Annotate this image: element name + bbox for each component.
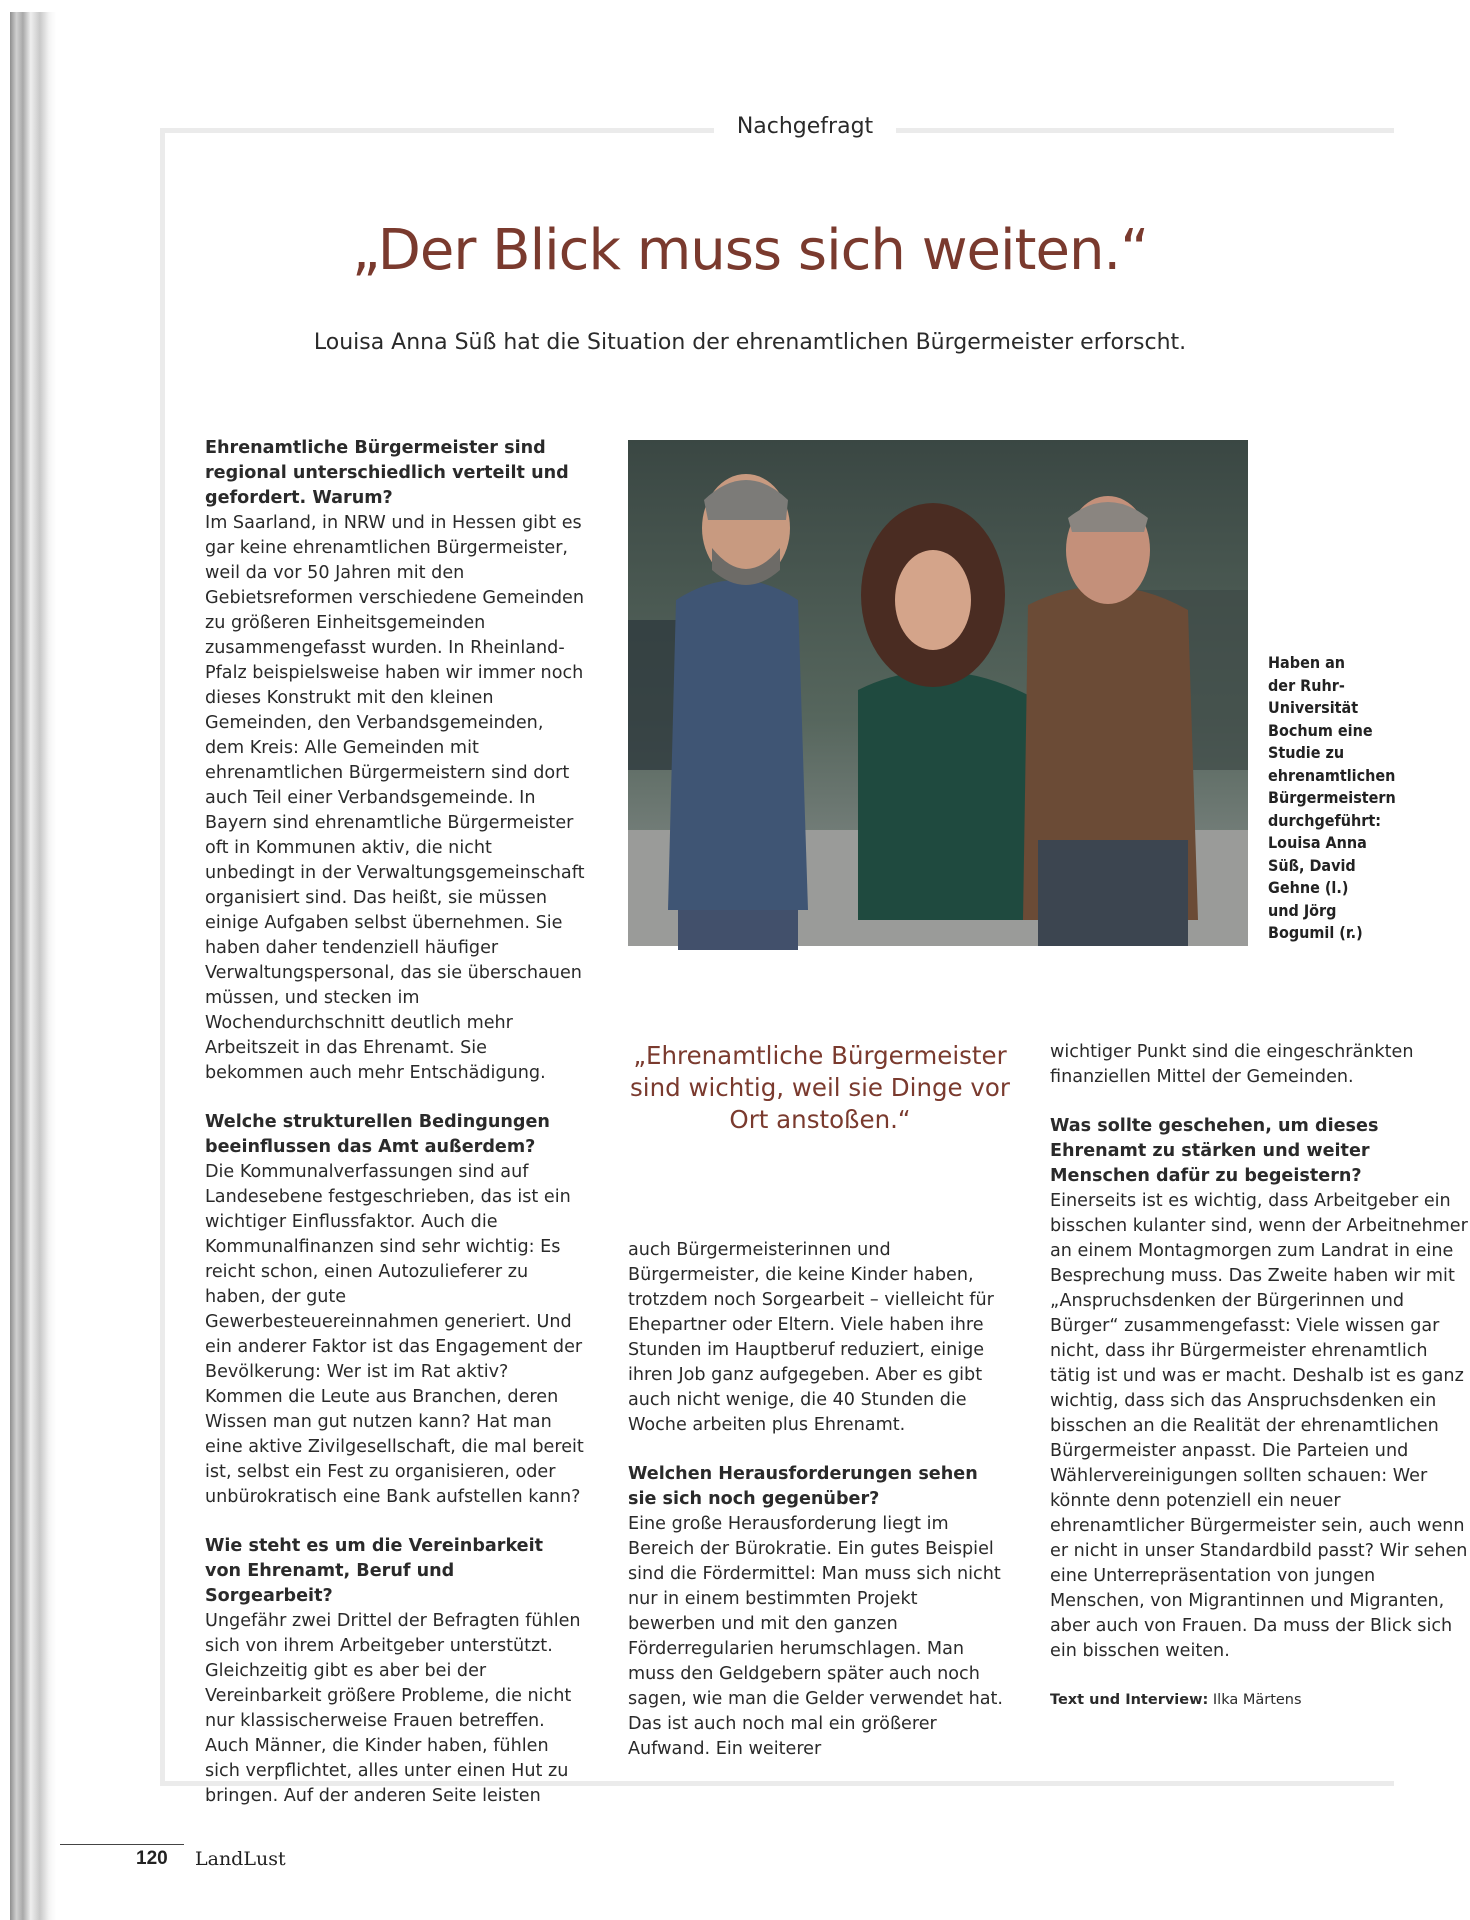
text-column-1 (205, 436, 585, 1833)
caption-line: ehrenamtlichen (1268, 765, 1396, 785)
caption-line: und Jörg (1268, 900, 1337, 920)
question: Ehrenamtliche Bürgermeister sind regional unterschiedlich verteilt und gefordert. Warum? (205, 438, 569, 508)
answer: auch Bürgermeisterinnen und Bürgermeister, die keine Kinder haben, trotzdem noch Sorgearbeit – vielleicht für Ehepartner oder Eltern. Viele haben ihre Stunden im Hauptberuf reduziert, einige ihren Job ganz aufgegeben. Aber es gibt auch nicht wenige, die 40 Stunden die Woche arbeiten plus Ehrenamt. (628, 1240, 994, 1435)
portrait-photo (628, 440, 1248, 946)
article-subtitle: Louisa Anna Süß hat die Situation der ehrenamtlichen Bürgermeister erforscht. (313, 330, 1187, 355)
caption-line: Gehne (l.) (1268, 878, 1349, 897)
author-credit (1050, 1688, 1470, 1713)
article-title: „Der Blick muss sich weiten.“ (351, 218, 1149, 283)
qa-block (628, 1238, 1008, 1438)
caption-line: Haben an (1268, 653, 1346, 672)
answer: Die Kommunalverfassungen sind auf Landesebene festgeschrieben, das ist ein wichtiger Einflussfaktor. Auch die Kommunalfinanzen sind sehr wichtig: Es reicht schon, einen Autozulieferer zu haben, der gute Gewerbesteuereinnahmen generiert. Und ein anderer Faktor ist das Engagement der Bevölkerung: Wer ist im Rat aktiv? Kommen die Leute aus Branchen, deren Wissen man gut nutzen kann? Hat man eine aktive Zivilgesellschaft, die mal bereit ist, selbst ein Fest zu organisieren, oder unbürokratisch eine Bank aufstellen kann? (205, 1162, 584, 1507)
answer: Eine große Herausforderung liegt im Bereich der Bürokratie. Ein gutes Beispiel sind die Fördermittel: Man muss sich nicht nur in einem bestimmten Projekt bewerben und mit den ganzen Förderregularien herumschlagen. Man muss den Geldgebern später auch noch sagen, wie man die Gelder verwendet hat. Das ist auch noch mal ein größerer Aufwand. Ein weiterer (628, 1514, 1004, 1759)
page-binding (10, 12, 56, 1920)
caption-line: Bochum eine (1268, 720, 1373, 740)
caption-line: Studie zu (1268, 743, 1345, 762)
qa-block (205, 436, 585, 1086)
credit-label: Text und Interview: (1050, 1692, 1209, 1708)
footer-rule (60, 1844, 184, 1845)
caption-line: Louisa Anna (1268, 833, 1367, 852)
page-number: 120 (136, 1848, 168, 1869)
qa-block (1050, 1114, 1470, 1664)
text-column-2 (628, 1238, 1008, 1786)
magazine-logo: LandLust (195, 1848, 286, 1870)
answer: Ungefähr zwei Drittel der Befragten fühlen sich von ihrem Arbeitgeber unterstützt. Gleichzeitig gibt es aber bei der Vereinbarkeit größere Probleme, die nicht nur klassischerweise Frauen betreffen. Auch Männer, die Kinder haben, fühlen sich verpflichtet, alles unter einen Hut zu bringen. Auf der anderen Seite leisten (205, 1611, 581, 1806)
caption-line: Bürgermeistern (1268, 788, 1396, 807)
qa-block (205, 1534, 585, 1809)
section-label: Nachgefragt (714, 110, 896, 144)
qa-block (1050, 1040, 1470, 1090)
caption-line: Süß, David (1268, 855, 1356, 875)
answer: Im Saarland, in NRW und in Hessen gibt es gar keine ehrenamtlichen Bürgermeister, weil da vor 50 Jahren mit den Gebietsreformen verschiedene Gemeinden zu größeren Einheitsgemeinden zusammengefasst wurden. In Rheinland-Pfalz beispielsweise haben wir immer noch dieses Konstrukt mit den kleinen Gemeinden, den Verbandsgemeinden, dem Kreis: Alle Gemeinden mit ehrenamtlichen Bürgermeistern sind dort auch Teil einer Verbandsgemeinde. In Bayern sind ehrenamtliche Bürgermeister oft in Kommunen aktiv, die nicht unbedingt in der Verwaltungsgemeinschaft organisiert sind. Das heißt, sie müssen einige Aufgaben selbst übernehmen. Sie haben daher tendenziell häufiger Verwaltungspersonal, das sie überschauen müssen, und stecken im Wochendurchschnitt deutlich mehr Arbeitszeit in das Ehrenamt. Sie bekommen auch mehr Entschädigung. (205, 513, 585, 1083)
caption-line: Bogumil (r.) (1268, 923, 1363, 942)
photo-caption (1268, 652, 1396, 945)
question: Welche strukturellen Bedingungen beeinflussen das Amt außerdem? (205, 1112, 550, 1157)
caption-line: durchgeführt: (1268, 810, 1382, 830)
question: Was sollte geschehen, um dieses Ehrenamt zu stärken und weiter Menschen dafür zu begeistern? (1050, 1116, 1379, 1186)
credit-name: Ilka Märtens (1212, 1692, 1302, 1708)
question: Wie steht es um die Vereinbarkeit von Ehrenamt, Beruf und Sorgearbeit? (205, 1536, 544, 1606)
caption-line: Universität (1268, 698, 1359, 717)
pull-quote: „Ehrenamtliche Bürgermeister sind wichtig, weil sie Dinge vor Ort anstoßen.“ (630, 1041, 1010, 1134)
answer: Einerseits ist es wichtig, dass Arbeitgeber ein bisschen kulanter sind, wenn der Arbeitnehmer an einem Montagmorgen zum Landrat in eine Besprechung muss. Das Zweite haben wir mit „Anspruchsdenken der Bürgerinnen und Bürger“ zusammengefasst: Viele wissen gar nicht, dass ihr Bürgermeister ehrenamtlich tätig ist und was er macht. Deshalb ist es ganz wichtig, dass sich das Anspruchsdenken ein bisschen an die Realität der ehrenamtlichen Bürgermeister anpasst. Die Parteien und Wählervereinigungen sollten schauen: Wer könnte denn potenziell ein neuer ehrenamtlicher Bürgermeister sein, auch wenn er nicht in unser Standardbild passt? Wir sehen eine Unterrepräsentation von jungen Menschen, von Migrantinnen und Migranten, aber auch von Frauen. Da muss der Blick sich ein bisschen weiten. (1050, 1191, 1468, 1661)
qa-block (205, 1110, 585, 1510)
text-column-3 (1050, 1040, 1468, 1750)
question: Welchen Herausforderungen sehen sie sich noch gegenüber? (628, 1464, 978, 1509)
qa-block (628, 1462, 1008, 1762)
answer: wichtiger Punkt sind die eingeschränkten finanziellen Mittel der Gemeinden. (1050, 1042, 1414, 1087)
caption-line: der Ruhr- (1268, 675, 1345, 695)
